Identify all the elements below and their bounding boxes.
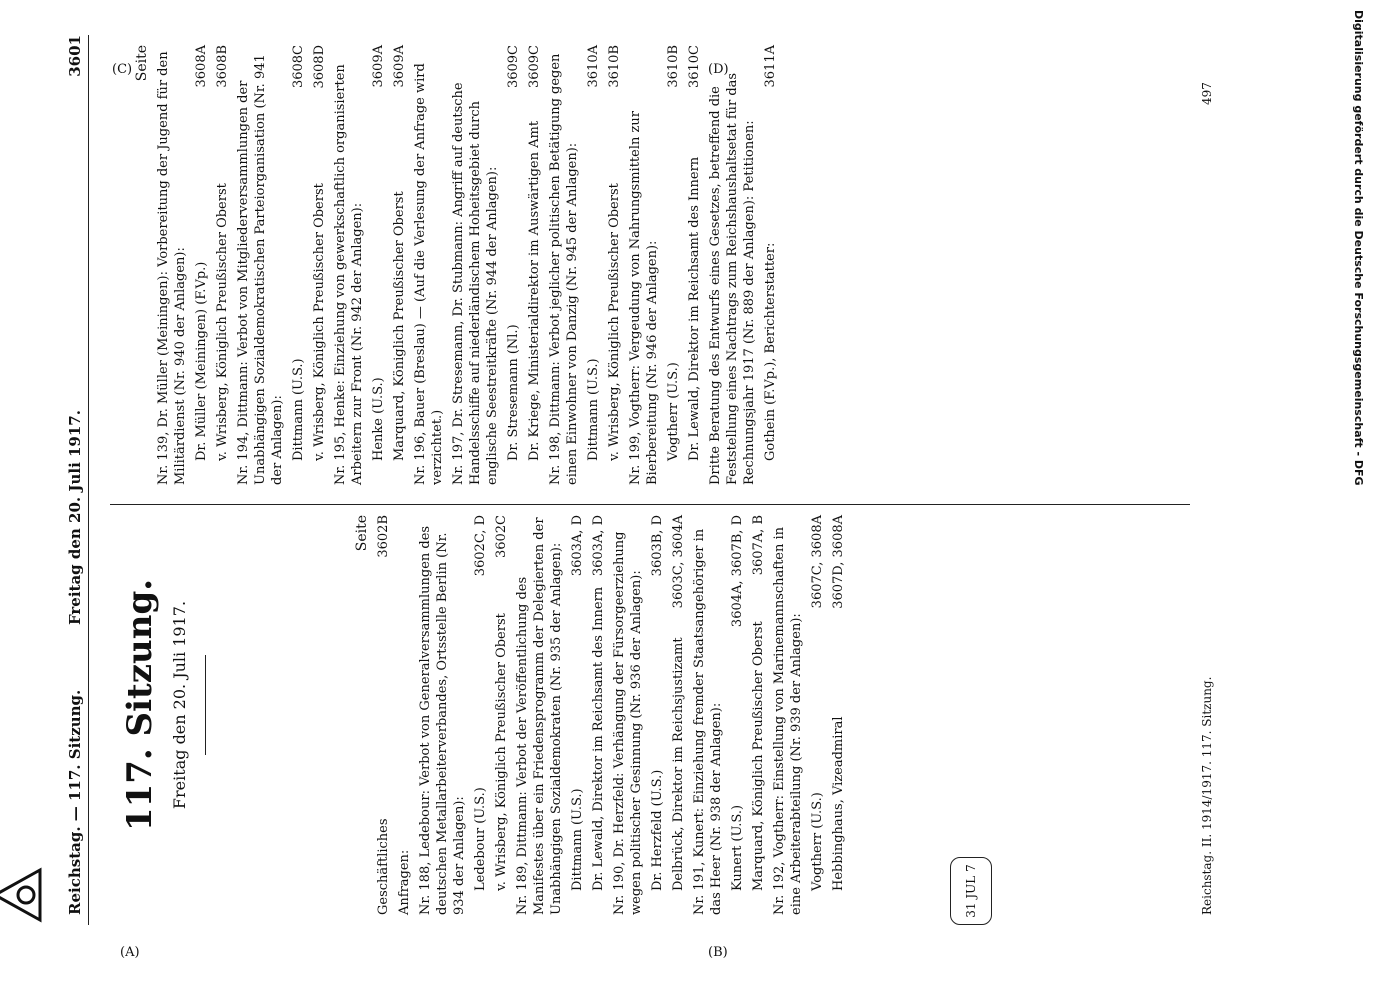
toc-entry: [547, 45, 581, 485]
toc-entry: [686, 45, 703, 485]
toc-entry-page-ref: 3603C, 3604A: [670, 515, 686, 609]
toc-entry: [332, 45, 366, 485]
session-title: 117. Sitzung.: [120, 578, 160, 832]
toc-entry-text: Nr. 197, Dr. Stresemann, Dr. Stubmann: Angriff auf deutsche Handelsschiffe auf niederländischem Hoheitsgebiet durch englische Seestreitkräfte (Nr. 944 der Anlagen):: [450, 82, 500, 485]
toc-entry: [396, 515, 413, 915]
toc-entry: [155, 45, 189, 485]
toc-entry-text: Nr. 196, Bauer (Breslau) — (Auf die Verlesung der Anfrage wird verzichtet.): [412, 63, 445, 485]
toc-entry: [412, 45, 446, 485]
toc-entry: [505, 45, 522, 485]
toc-entry-text: Marquard, Königlich Preußischer Oberst: [750, 621, 766, 891]
toc-entry-text: Gothein (F.Vp.), Berichterstatter:: [762, 242, 778, 461]
toc-entry-text: Kunert (U.S.): [729, 804, 745, 891]
toc-entry: [375, 515, 392, 915]
toc-entry: [691, 515, 725, 915]
toc-entry: [649, 515, 666, 915]
toc-entry-page-ref: 3610B: [665, 45, 681, 88]
toc-entry-page-ref: 3610C: [686, 45, 702, 89]
toc-entry: [627, 45, 661, 485]
toc-entry-text: Hebbinghaus, Vizeadmiral: [830, 716, 846, 891]
toc-entry-text: Henke (U.S.): [370, 377, 386, 461]
toc-entry-page-ref: 3609A: [391, 45, 407, 88]
header-left: Reichstag. — 117. Sitzung.: [66, 689, 84, 915]
margin-letter-b: (B): [708, 945, 728, 960]
toc-entry: [214, 45, 231, 485]
toc-entry-text: Geschäftliches: [375, 818, 391, 915]
toc-entry-text: Nr. 198, Dittmann: Verbot jeglicher politischen Betätigung gegen einen Einwohner von Danzig (Nr. 945 der Anlagen):: [547, 53, 580, 485]
toc-entry: [606, 45, 623, 485]
title-rule: [205, 655, 206, 755]
toc-entry-page-ref: 3610B: [606, 45, 622, 88]
toc-entry: [417, 515, 468, 915]
toc-entry: [193, 45, 210, 485]
toc-entry-page-ref: 3603A, D: [569, 515, 585, 577]
margin-letter-c: (C): [112, 62, 133, 77]
toc-entry-text: Dr. Kriege, Ministerialdirektor im Auswärtigen Amt: [526, 120, 542, 461]
toc-entry: [493, 515, 510, 915]
toc-entry: [569, 515, 586, 915]
toc-entry: [585, 45, 602, 485]
toc-entry-text: Dittmann (U.S.): [290, 358, 306, 461]
running-header: [20, 25, 84, 985]
toc-entry-text: v. Wrisberg, Königlich Preußischer Oberst: [214, 183, 230, 461]
toc-entry: [670, 515, 687, 915]
toc-entry: [235, 45, 286, 485]
margin-letter-d: (D): [708, 62, 729, 77]
toc-entry-text: Dittmann (U.S.): [569, 788, 585, 891]
toc-entry: [472, 515, 489, 915]
toc-entry: [750, 515, 767, 915]
footer-right: 497: [1200, 82, 1214, 105]
toc-entry: [771, 515, 805, 915]
toc-entry-text: Dr. Müller (Meiningen) (F.Vp.): [193, 261, 209, 461]
toc-entry: [370, 45, 387, 485]
toc-entry-text: Dr. Lewald, Direktor im Reichsamt des Innern: [590, 586, 606, 891]
toc-entry-text: Nr. 139, Dr. Müller (Meiningen): Vorbereitung der Jugend für den Militärdienst (Nr. 940 der Anlagen):: [155, 51, 188, 485]
dfg-note: Digitalisierung gefördert durch die Deutsche Forschungsgemeinschaft - DFG: [1352, 10, 1365, 486]
toc-entry: [391, 45, 408, 485]
toc-entry: [809, 515, 826, 915]
toc-entry-page-ref: 3602B: [375, 515, 391, 558]
toc-entry-text: v. Wrisberg, Königlich Preußischer Oberst: [311, 183, 327, 461]
toc-entry-text: Nr. 194, Dittmann: Verbot von Mitgliederversammlungen der Unabhängigen Sozialdemokratischen Parteiorganisation (Nr. 941 der Anlagen):: [235, 54, 285, 485]
toc-entry: [290, 45, 307, 485]
page-number: 3601: [66, 35, 84, 77]
toc-entry: [762, 45, 779, 485]
toc-entry-text: Dr. Herzfeld (U.S.): [649, 769, 665, 891]
rotated-sheet: [20, 25, 1340, 985]
toc-entry-page-ref: 3608B: [214, 45, 230, 88]
column-divider: [110, 504, 1190, 505]
toc-entry: [830, 515, 847, 915]
toc-entry-text: Dr. Stresemann (Nl.): [505, 324, 521, 461]
footer-left: Reichstag. II. 1914/1917. 117. Sitzung.: [1200, 676, 1214, 915]
toc-entry-page-ref: 3609C: [505, 45, 521, 89]
toc-entry-text: Dritte Beratung des Entwurfs eines Gesetzes, betreffend die Feststellung eines Nachtrags zum Reichshaushaltsetat für das Rechnungsjahr 1917 (Nr. 889 der Anlagen): Petitionen:: [707, 72, 757, 485]
toc-entry: [450, 45, 501, 485]
toc-entry-text: Nr. 191, Kunert: Einziehung fremder Staatsangehöriger in das Heer (Nr. 938 der Anlagen):: [691, 528, 724, 915]
toc-entry-text: Vogtherr (U.S.): [665, 362, 681, 461]
toc-entry-text: Vogtherr (U.S.): [809, 792, 825, 891]
toc-entry: [729, 515, 746, 915]
toc-entry: [311, 45, 328, 485]
margin-letter-a: (A): [120, 945, 140, 960]
session-date: Freitag den 20. Juli 1917.: [170, 600, 189, 810]
toc-entry: [665, 45, 682, 485]
toc-entry-text: Nr. 192, Vogtherr: Einstellung von Marinemannschaften in eine Arbeiterabteilung (Nr. 939 der Anlagen):: [771, 526, 804, 915]
toc-entry: [526, 45, 543, 485]
toc-entry-text: Nr. 188, Ledebour: Verbot von Generalversammlungen des deutschen Metallarbeiterverbandes, Ortsstelle Berlin (Nr. 934 der Anlagen):: [417, 525, 467, 915]
toc-entry-page-ref: 3604A, 3607B, D: [729, 515, 745, 628]
toc-entry-text: Anfragen:: [396, 849, 412, 915]
toc-entry-page-ref: 3610A: [585, 45, 601, 88]
toc-entry-page-ref: 3609A: [370, 45, 386, 88]
toc-entry-text: v. Wrisberg, Königlich Preußischer Oberst: [493, 613, 509, 891]
toc-entry-page-ref: 3607D, 3608A: [830, 515, 846, 609]
toc-entry-page-ref: 3602C, D: [472, 515, 488, 577]
toc-entry-page-ref: 3611A: [762, 45, 778, 88]
toc-entry-page-ref: 3603B, D: [649, 515, 665, 577]
toc-entry-page-ref: 3607A, B: [750, 515, 766, 576]
seite-label-right: Seite: [134, 45, 150, 82]
toc-entry-text: Ledebour (U.S.): [472, 787, 488, 891]
date-stamp: 31 JUL 7: [950, 857, 992, 925]
toc-entry-text: Dittmann (U.S.): [585, 358, 601, 461]
toc-entry-page-ref: 3609C: [526, 45, 542, 89]
toc-entry: [707, 45, 758, 485]
toc-entry-text: Nr. 195, Henke: Einziehung von gewerkschaftlich organisierten Arbeitern zur Front (Nr. 942 der Anlagen):: [332, 64, 365, 485]
seite-label-left: Seite: [354, 515, 370, 552]
toc-entry-page-ref: 3603A, D: [590, 515, 606, 577]
toc-entry-page-ref: 3608C: [290, 45, 306, 89]
right-column: [130, 45, 783, 485]
toc-entry-page-ref: 3607C, 3608A: [809, 515, 825, 609]
left-column: [350, 515, 851, 915]
toc-entry: [590, 515, 607, 915]
toc-entry-text: Marquard, Königlich Preußischer Oberst: [391, 191, 407, 461]
toc-entry-page-ref: 3602C: [493, 515, 509, 559]
header-rule: [88, 35, 89, 925]
toc-entry-page-ref: 3608D: [311, 45, 327, 89]
toc-entry-text: Nr. 190, Dr. Herzfeld: Verhängung der Fürsorgeerziehung wegen politischer Gesinnung (Nr. 936 der Anlagen):: [611, 531, 644, 915]
toc-entry: [611, 515, 645, 915]
toc-entry-text: Dr. Lewald, Direktor im Reichsamt des Innern: [686, 156, 702, 461]
toc-entry: [514, 515, 565, 915]
toc-entry-text: v. Wrisberg, Königlich Preußischer Oberst: [606, 183, 622, 461]
toc-entry-text: Nr. 189, Dittmann: Verbot der Veröffentlichung des Manifestes über ein Friedensprogramm der Delegierten der Unabhängigen Sozialdemokraten (Nr. 935 der Anlagen):: [514, 517, 564, 915]
toc-entry-page-ref: 3608A: [193, 45, 209, 88]
toc-entry-text: Nr. 199, Vogtherr: Vergeudung von Nahrungsmitteln zur Bierbereitung (Nr. 946 der Anlagen):: [627, 111, 660, 485]
toc-entry-text: Delbrück, Direktor im Reichsjustizamt: [670, 637, 686, 891]
header-date: Freitag den 20. Juli 1917.: [66, 410, 84, 625]
